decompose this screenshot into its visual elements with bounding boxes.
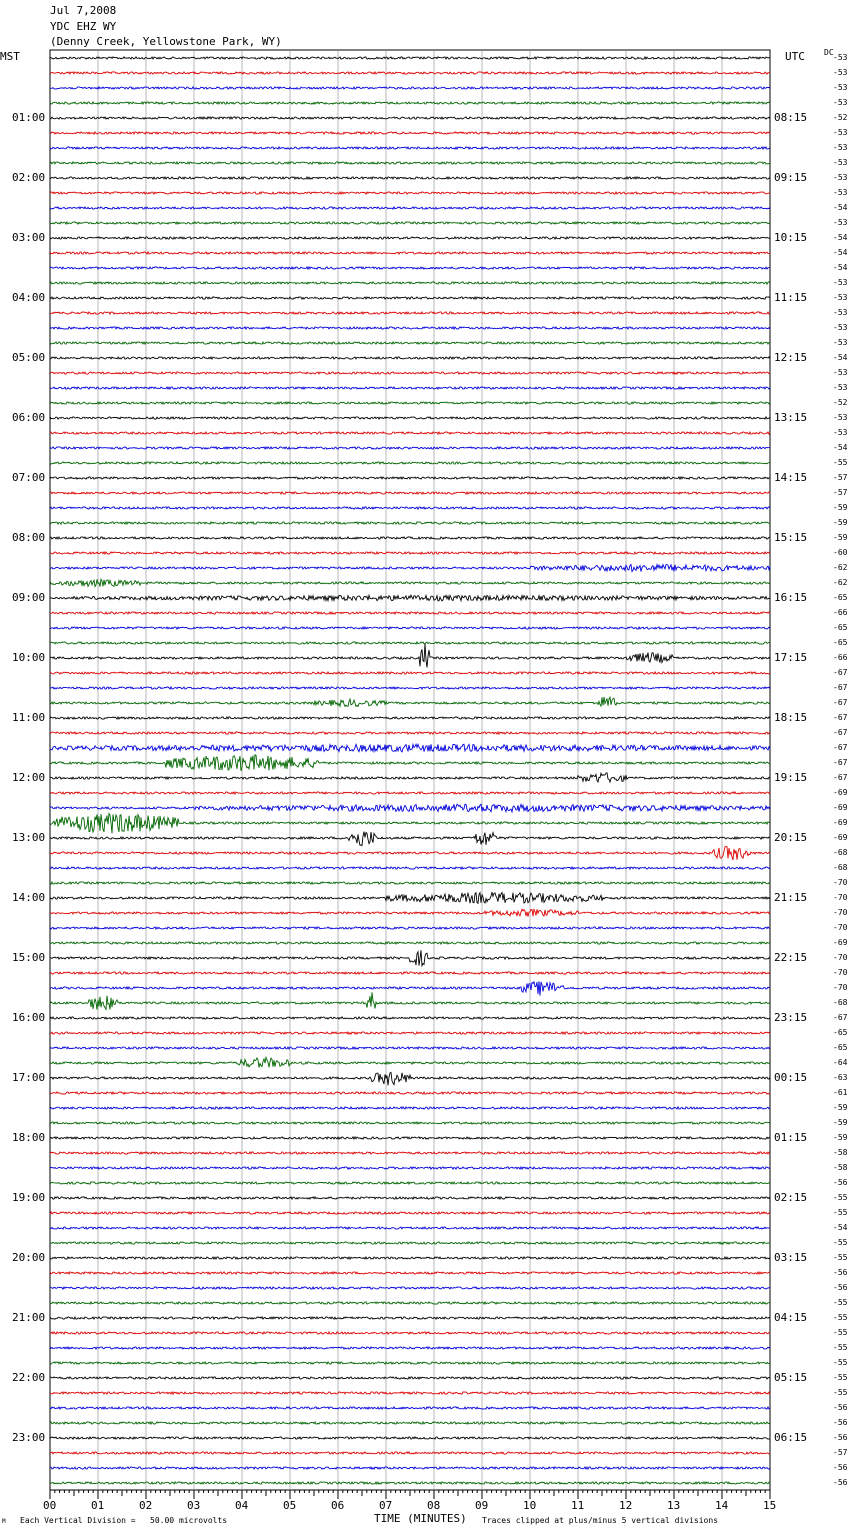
trace-line xyxy=(50,1017,770,1019)
dc-offset: -56 xyxy=(833,1403,848,1412)
dc-offset: -67 xyxy=(833,758,848,767)
trace-line xyxy=(50,237,770,239)
trace-line xyxy=(50,1047,770,1049)
trace-line xyxy=(50,1407,770,1409)
trace-line xyxy=(50,1287,770,1289)
trace-line xyxy=(50,642,770,644)
mst-label: 14:00 xyxy=(12,891,46,904)
dc-offset: -67 xyxy=(833,713,848,722)
trace-line xyxy=(50,1107,770,1109)
trace-line xyxy=(50,1377,770,1379)
dc-offset: -55 xyxy=(833,1388,848,1397)
trace-line xyxy=(50,972,770,974)
dc-offset: -53 xyxy=(833,68,848,77)
dc-offset: -55 xyxy=(833,1238,848,1247)
right-axis-label: UTC xyxy=(785,50,805,63)
trace-line xyxy=(50,1182,770,1184)
trace-line xyxy=(50,117,770,119)
dc-offset: -69 xyxy=(833,818,848,827)
trace-line xyxy=(50,981,770,995)
corner-mark: M xyxy=(2,1518,6,1525)
dc-offset: -58 xyxy=(833,1148,848,1157)
trace-line xyxy=(50,1482,770,1484)
x-tick-label: 12 xyxy=(619,1499,633,1512)
dc-offset: -53 xyxy=(833,143,848,152)
clip-note: Traces clipped at plus/minus 5 vertical divisions xyxy=(482,1516,719,1525)
trace-line xyxy=(50,867,770,869)
dc-offset: -53 xyxy=(833,188,848,197)
dc-offset: -60 xyxy=(833,548,848,557)
trace-line xyxy=(50,909,770,916)
dc-label: DC xyxy=(824,48,834,57)
dc-offset: -70 xyxy=(833,983,848,992)
dc-offset: -56 xyxy=(833,1178,848,1187)
mst-label: 16:00 xyxy=(12,1011,46,1024)
trace-line xyxy=(50,1362,770,1364)
mst-label: 11:00 xyxy=(12,711,46,724)
dc-offset: -53 xyxy=(833,278,848,287)
dc-offset: -53 xyxy=(833,383,848,392)
trace-line xyxy=(50,87,770,89)
utc-label: 16:15 xyxy=(774,591,808,604)
trace-line xyxy=(50,1032,770,1034)
dc-offset: -65 xyxy=(833,638,848,647)
dc-offset: -55 xyxy=(833,1373,848,1382)
dc-offset: -66 xyxy=(833,653,848,662)
x-tick-label: 04 xyxy=(235,1499,249,1512)
utc-label: 03:15 xyxy=(774,1251,808,1264)
trace-line xyxy=(50,1242,770,1244)
trace-line xyxy=(50,1072,770,1085)
trace-line xyxy=(50,744,770,752)
mst-label: 03:00 xyxy=(12,231,46,244)
mst-label: 20:00 xyxy=(12,1251,46,1264)
dc-offset: -69 xyxy=(833,788,848,797)
scale-note: Each Vertical Division = 50.00 microvolts xyxy=(20,1516,228,1525)
dc-offset: -70 xyxy=(833,923,848,932)
trace-line xyxy=(50,814,770,834)
mst-label: 04:00 xyxy=(12,291,46,304)
trace-line xyxy=(50,537,770,539)
dc-offset: -59 xyxy=(833,1103,848,1112)
x-tick-label: 09 xyxy=(475,1499,489,1512)
utc-label: 22:15 xyxy=(774,951,808,964)
utc-label: 12:15 xyxy=(774,351,808,364)
dc-offset: -65 xyxy=(833,593,848,602)
dc-offset: -54 xyxy=(833,1223,848,1232)
dc-offset: -54 xyxy=(833,203,848,212)
x-tick-label: 11 xyxy=(571,1499,585,1512)
x-tick-label: 10 xyxy=(523,1499,537,1512)
dc-offset: -57 xyxy=(833,1448,848,1457)
dc-offset: -56 xyxy=(833,1478,848,1487)
mst-label: 15:00 xyxy=(12,951,46,964)
trace-line xyxy=(50,832,770,846)
utc-label: 20:15 xyxy=(774,831,808,844)
mst-label: 10:00 xyxy=(12,651,46,664)
dc-offset: -69 xyxy=(833,803,848,812)
dc-offset: -61 xyxy=(833,1088,848,1097)
dc-offset: -55 xyxy=(833,1328,848,1337)
mst-label: 02:00 xyxy=(12,171,46,184)
x-tick-label: 13 xyxy=(667,1499,681,1512)
utc-label: 23:15 xyxy=(774,1011,808,1024)
trace-line xyxy=(50,1272,770,1274)
dc-offset: -65 xyxy=(833,623,848,632)
trace-line xyxy=(50,57,770,59)
trace-line xyxy=(50,297,770,299)
dc-offset: -54 xyxy=(833,443,848,452)
trace-line xyxy=(50,312,770,314)
dc-offset: -67 xyxy=(833,773,848,782)
trace-line xyxy=(50,1092,770,1094)
trace-line xyxy=(50,147,770,149)
trace-line xyxy=(50,432,770,434)
trace-line xyxy=(50,192,770,194)
dc-offset: -53 xyxy=(833,413,848,422)
mst-label: 12:00 xyxy=(12,771,46,784)
trace-line xyxy=(50,1392,770,1394)
trace-line xyxy=(50,102,770,104)
utc-label: 14:15 xyxy=(774,471,808,484)
dc-offset: -67 xyxy=(833,698,848,707)
dc-offset: -53 xyxy=(833,173,848,182)
x-axis-title: TIME (MINUTES) xyxy=(374,1512,467,1525)
dc-offset: -53 xyxy=(833,83,848,92)
dc-offset: -53 xyxy=(833,98,848,107)
trace-line xyxy=(50,132,770,134)
dc-offset: -64 xyxy=(833,1058,848,1067)
dc-offset: -65 xyxy=(833,1043,848,1052)
dc-offset: -55 xyxy=(833,1193,848,1202)
trace-line xyxy=(50,1122,770,1124)
dc-offset: -54 xyxy=(833,353,848,362)
dc-offset: -68 xyxy=(833,863,848,872)
dc-offset: -53 xyxy=(833,218,848,227)
trace-line xyxy=(50,927,770,929)
dc-offset: -65 xyxy=(833,1028,848,1037)
dc-offset: -53 xyxy=(833,158,848,167)
dc-offset: -63 xyxy=(833,1073,848,1082)
dc-offset: -70 xyxy=(833,893,848,902)
trace-line xyxy=(50,1347,770,1349)
dc-offset: -56 xyxy=(833,1418,848,1427)
trace-line xyxy=(50,1452,770,1454)
dc-offset: -53 xyxy=(833,308,848,317)
trace-line xyxy=(50,595,770,601)
dc-offset: -53 xyxy=(833,428,848,437)
utc-label: 18:15 xyxy=(774,711,808,724)
trace-line xyxy=(50,177,770,179)
trace-line xyxy=(50,732,770,734)
mst-label: 08:00 xyxy=(12,531,46,544)
trace-line xyxy=(50,717,770,719)
utc-label: 21:15 xyxy=(774,891,808,904)
header-date: Jul 7,2008 xyxy=(50,4,117,17)
dc-offset: -56 xyxy=(833,1433,848,1442)
trace-line xyxy=(50,1332,770,1334)
trace-line xyxy=(50,565,770,572)
dc-offset: -55 xyxy=(833,1343,848,1352)
trace-line xyxy=(50,492,770,494)
trace-line xyxy=(50,1057,770,1067)
dc-offset: -52 xyxy=(833,398,848,407)
utc-label: 06:15 xyxy=(774,1431,808,1444)
trace-line xyxy=(50,417,770,419)
trace-line xyxy=(50,1257,770,1259)
mst-label: 23:00 xyxy=(12,1431,46,1444)
trace-line xyxy=(50,1137,770,1139)
mst-label: 09:00 xyxy=(12,591,46,604)
trace-line xyxy=(50,162,770,164)
trace-line xyxy=(50,477,770,479)
utc-label: 13:15 xyxy=(774,411,808,424)
trace-line xyxy=(50,992,770,1009)
trace-line xyxy=(50,773,770,782)
utc-label: 15:15 xyxy=(774,531,808,544)
dc-offset: -53 xyxy=(833,368,848,377)
x-tick-label: 02 xyxy=(139,1499,153,1512)
trace-line xyxy=(50,847,770,860)
mst-label: 07:00 xyxy=(12,471,46,484)
dc-offset: -69 xyxy=(833,833,848,842)
trace-line xyxy=(50,627,770,629)
dc-offset: -70 xyxy=(833,953,848,962)
x-tick-label: 08 xyxy=(427,1499,441,1512)
utc-label: 08:15 xyxy=(774,111,808,124)
mst-label: 19:00 xyxy=(12,1191,46,1204)
trace-line xyxy=(50,1197,770,1199)
trace-line xyxy=(50,1212,770,1214)
dc-offset: -70 xyxy=(833,908,848,917)
trace-line xyxy=(50,1167,770,1169)
trace-line xyxy=(50,882,770,884)
trace-line xyxy=(50,222,770,224)
utc-label: 19:15 xyxy=(774,771,808,784)
dc-offset: -57 xyxy=(833,488,848,497)
x-tick-label: 00 xyxy=(43,1499,57,1512)
trace-line xyxy=(50,1437,770,1439)
trace-line xyxy=(50,552,770,554)
trace-line xyxy=(50,804,770,812)
trace-line xyxy=(50,462,770,464)
mst-label: 01:00 xyxy=(12,111,46,124)
left-axis-label: MST xyxy=(0,50,20,63)
dc-offset: -55 xyxy=(833,1358,848,1367)
x-axis-ticks xyxy=(50,1490,770,1499)
trace-line xyxy=(50,1152,770,1154)
trace-line xyxy=(50,267,770,269)
utc-label: 02:15 xyxy=(774,1191,808,1204)
dc-offset: -52 xyxy=(833,113,848,122)
dc-offset: -67 xyxy=(833,743,848,752)
dc-offset: -53 xyxy=(833,128,848,137)
dc-offset: -55 xyxy=(833,458,848,467)
dc-offset: -59 xyxy=(833,518,848,527)
trace-line xyxy=(50,1317,770,1319)
dc-offset: -59 xyxy=(833,1133,848,1142)
dc-offset: -53 xyxy=(833,323,848,332)
header-location: (Denny Creek, Yellowstone Park, WY) xyxy=(50,35,282,48)
trace-line xyxy=(50,507,770,509)
dc-offset: -59 xyxy=(833,1118,848,1127)
dc-offset: -67 xyxy=(833,1013,848,1022)
dc-offset: -56 xyxy=(833,1463,848,1472)
dc-offset: -58 xyxy=(833,1163,848,1172)
trace-line xyxy=(50,357,770,359)
dc-offset: -59 xyxy=(833,503,848,512)
mst-label: 05:00 xyxy=(12,351,46,364)
trace-line xyxy=(50,612,770,614)
x-tick-label: 03 xyxy=(187,1499,201,1512)
trace-line xyxy=(50,1302,770,1304)
utc-label: 11:15 xyxy=(774,291,808,304)
x-tick-label: 07 xyxy=(379,1499,393,1512)
dc-offset: -55 xyxy=(833,1253,848,1262)
utc-label: 01:15 xyxy=(774,1131,808,1144)
trace-line xyxy=(50,687,770,689)
trace-line xyxy=(50,372,770,374)
trace-line xyxy=(50,207,770,209)
trace-line xyxy=(50,1227,770,1229)
dc-offset: -67 xyxy=(833,683,848,692)
mst-label: 17:00 xyxy=(12,1071,46,1084)
trace-line xyxy=(50,672,770,674)
trace-line xyxy=(50,282,770,284)
seismic-traces xyxy=(50,57,770,1484)
dc-offset: -55 xyxy=(833,1208,848,1217)
trace-line xyxy=(50,402,770,404)
utc-label: 17:15 xyxy=(774,651,808,664)
trace-line xyxy=(50,1467,770,1469)
dc-offset: -55 xyxy=(833,1313,848,1322)
mst-label: 13:00 xyxy=(12,831,46,844)
trace-line xyxy=(50,643,770,667)
dc-offset: -62 xyxy=(833,578,848,587)
trace-line xyxy=(50,755,770,771)
dc-offset: -56 xyxy=(833,1283,848,1292)
utc-label: 05:15 xyxy=(774,1371,808,1384)
dc-offset: -69 xyxy=(833,938,848,947)
dc-offset: -53 xyxy=(833,338,848,347)
trace-line xyxy=(50,942,770,944)
dc-offset: -70 xyxy=(833,878,848,887)
dc-offset: -56 xyxy=(833,1268,848,1277)
x-tick-label: 06 xyxy=(331,1499,345,1512)
dc-offset: -54 xyxy=(833,233,848,242)
x-tick-label: 14 xyxy=(715,1499,729,1512)
trace-line xyxy=(50,1422,770,1424)
utc-label: 00:15 xyxy=(774,1071,808,1084)
trace-line xyxy=(50,342,770,344)
trace-line xyxy=(50,252,770,254)
dc-offset: -55 xyxy=(833,1298,848,1307)
dc-offset: -59 xyxy=(833,533,848,542)
trace-line xyxy=(50,447,770,449)
dc-offset: -67 xyxy=(833,668,848,677)
dc-offset: -53 xyxy=(833,293,848,302)
dc-offset: -53 xyxy=(833,53,848,62)
trace-line xyxy=(50,72,770,74)
utc-label: 10:15 xyxy=(774,231,808,244)
mst-label: 06:00 xyxy=(12,411,46,424)
trace-line xyxy=(50,522,770,524)
dc-offset: -66 xyxy=(833,608,848,617)
trace-line xyxy=(50,892,770,903)
trace-line xyxy=(50,792,770,794)
trace-line xyxy=(50,327,770,329)
x-tick-label: 01 xyxy=(91,1499,105,1512)
header-station: YDC EHZ WY xyxy=(50,20,117,33)
dc-offset: -57 xyxy=(833,473,848,482)
mst-label: 18:00 xyxy=(12,1131,46,1144)
trace-line xyxy=(50,697,770,707)
dc-offset: -68 xyxy=(833,998,848,1007)
x-tick-label: 05 xyxy=(283,1499,297,1512)
trace-line xyxy=(50,579,770,587)
dc-offset: -54 xyxy=(833,248,848,257)
x-tick-label: 15 xyxy=(763,1499,777,1512)
mst-label: 21:00 xyxy=(12,1311,46,1324)
utc-label: 04:15 xyxy=(774,1311,808,1324)
utc-label: 09:15 xyxy=(774,171,808,184)
trace-line xyxy=(50,387,770,389)
dc-offset: -62 xyxy=(833,563,848,572)
dc-offset: -54 xyxy=(833,263,848,272)
dc-offset: -67 xyxy=(833,728,848,737)
mst-label: 22:00 xyxy=(12,1371,46,1384)
trace-line xyxy=(50,950,770,965)
dc-offset: -70 xyxy=(833,968,848,977)
dc-offset: -68 xyxy=(833,848,848,857)
